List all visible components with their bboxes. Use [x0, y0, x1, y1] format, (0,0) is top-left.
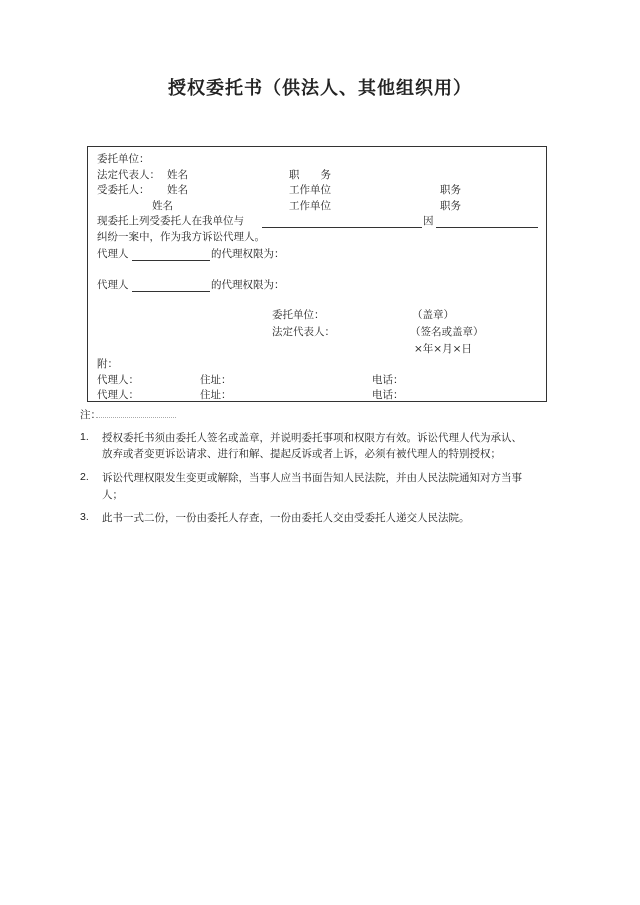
- note-number: 3.: [80, 511, 89, 523]
- page-title: 授权委托书（供法人、其他组织用）: [168, 78, 472, 99]
- legal-rep-name-label: 姓名: [167, 169, 188, 181]
- entrusting-unit-label: 委托单位：: [97, 153, 150, 165]
- agent1-position-label: 职务: [440, 184, 461, 196]
- authority1-suffix: 的代理权限为：: [211, 248, 285, 260]
- note-1-line1: 授权委托书须由委托人签名或盖章，并说明委托事项和权限方有效。诉讼代理人代为承认、: [102, 432, 522, 444]
- note-1-line2: 放弃或者变更诉讼请求、进行和解、提起反诉或者上诉，必须有被代理人的特别授权；: [102, 448, 501, 460]
- attach1-phone: 电话：: [372, 374, 404, 386]
- entrust-sentence-a: 现委托上列受委托人在我单位与: [97, 215, 244, 227]
- sign-unit-label: 委托单位：: [272, 309, 325, 321]
- case-cause-blank[interactable]: [436, 227, 538, 228]
- agent1-workunit-label: 工作单位: [289, 184, 331, 196]
- agent2-workunit-label: 工作单位: [289, 200, 331, 212]
- attach2-address: 住址：: [200, 389, 232, 401]
- notes-divider: [96, 417, 176, 418]
- attach1-agent: 代理人：: [97, 374, 139, 386]
- attach2-agent: 代理人：: [97, 389, 139, 401]
- note-3-line1: 此书一式二份，一份由委托人存查，一份由委托人交由受委托人递交人民法院。: [102, 512, 470, 524]
- authority2-suffix: 的代理权限为：: [211, 279, 285, 291]
- attach-label: 附：: [97, 358, 118, 370]
- authority1-prefix: 代理人: [97, 248, 129, 260]
- note-number: 1.: [80, 431, 89, 443]
- sign-rep-note: （签名或盖章）: [410, 326, 484, 338]
- sign-rep-label: 法定代表人：: [272, 326, 335, 338]
- note-2-line1: 诉讼代理权限发生变更或解除，当事人应当书面告知人民法院，并由人民法院通知对方当事: [102, 472, 522, 484]
- entrust-sentence-c: 纠纷一案中，作为我方诉讼代理人。: [97, 231, 265, 243]
- authority1-agent-blank[interactable]: [132, 260, 210, 261]
- notes-label: 注：: [80, 409, 101, 421]
- agent-label: 受委托人：: [97, 184, 150, 196]
- legal-rep-label: 法定代表人：: [97, 169, 160, 181]
- sign-unit-note: （盖章）: [412, 309, 454, 321]
- authority2-agent-blank[interactable]: [132, 291, 210, 292]
- opposing-party-blank[interactable]: [262, 227, 422, 228]
- note-2-line2: 人；: [102, 489, 123, 501]
- legal-rep-position-label: 职 务: [289, 169, 331, 181]
- attach2-phone: 电话：: [372, 389, 404, 401]
- agent2-position-label: 职务: [440, 200, 461, 212]
- entrust-sentence-b: 因: [423, 215, 434, 227]
- agent2-name-label: 姓名: [152, 200, 173, 212]
- attach1-address: 住址：: [200, 374, 232, 386]
- date-text: ×年×月×日: [414, 343, 472, 355]
- authority2-prefix: 代理人: [97, 279, 129, 291]
- note-number: 2.: [80, 471, 89, 483]
- agent1-name-label: 姓名: [167, 184, 188, 196]
